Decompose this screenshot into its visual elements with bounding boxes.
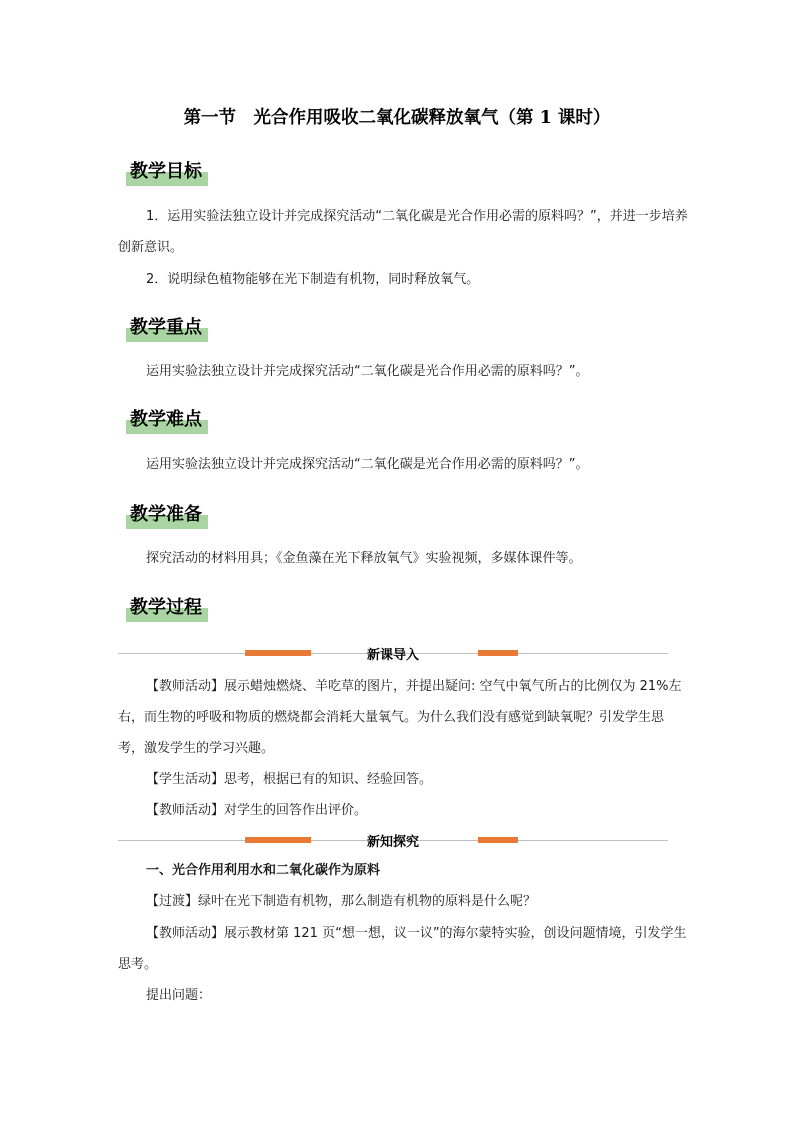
explore-para-1: 【过渡】绿叶在光下制造有机物，那么制造有机物的原料是什么呢？ — [146, 894, 537, 909]
page-title: 第一节 光合作用吸收二氧化碳释放氧气（第 1 课时） — [183, 108, 611, 128]
section-heading-key-points — [126, 314, 202, 344]
divider-new-lesson — [118, 642, 668, 664]
explore-subheading: 一、光合作用利用水和二氧化碳作为原料 — [146, 863, 381, 878]
section-heading-difficulties — [126, 406, 202, 436]
key-points-text: 运用实验法独立设计并完成探究活动“二氧化碳是光合作用必需的原料吗？”。 — [146, 364, 589, 379]
intro-para-1: 【教师活动】展示蜡烛燃烧、羊吃草的图片，并提出疑问: 空气中氧气所占的比例仅为 21%左右，而生物的呼吸和物质的燃烧都会消耗大量氧气。为什么我们没有感觉到缺氧呢？引发学生思考，激发学生的学习兴趣。 — [118, 679, 682, 756]
preparation-text: 探究活动的材料用具；《金鱼藻在光下释放氧气》实验视频，多媒体课件等。 — [146, 551, 582, 566]
divider-label: 新知探究 — [366, 835, 419, 850]
section-heading-objectives — [126, 158, 202, 188]
objective-item-2: 2．说明绿色植物能够在光下制造有机物，同时释放氧气。 — [146, 272, 480, 287]
section-heading-process — [126, 594, 202, 624]
heading-text: 教学过程 — [130, 597, 202, 618]
intro-para-3: 【教师活动】对学生的回答作出评价。 — [146, 803, 368, 818]
objective-item-1: 1．运用实验法独立设计并完成探究活动“二氧化碳是光合作用必需的原料吗？”，并进一步培养创新意识。 — [118, 209, 688, 255]
difficulties-text: 运用实验法独立设计并完成探究活动“二氧化碳是光合作用必需的原料吗？”。 — [146, 457, 589, 472]
explore-para-2: 【教师活动】展示教材第 121 页“想一想，议一议”的海尔蒙特实验，创设问题情境，引发学生思考。 — [118, 926, 687, 972]
explore-para-3: 提出问题： — [146, 988, 212, 1003]
heading-text: 教学准备 — [130, 504, 202, 525]
intro-para-2: 【学生活动】思考，根据已有的知识、经验回答。 — [146, 772, 433, 787]
divider-new-knowledge — [118, 829, 668, 851]
divider-label: 新课导入 — [366, 648, 419, 663]
heading-text: 教学难点 — [130, 409, 202, 430]
heading-text: 教学目标 — [130, 161, 202, 182]
section-heading-preparation — [126, 501, 202, 531]
heading-text: 教学重点 — [130, 317, 202, 338]
